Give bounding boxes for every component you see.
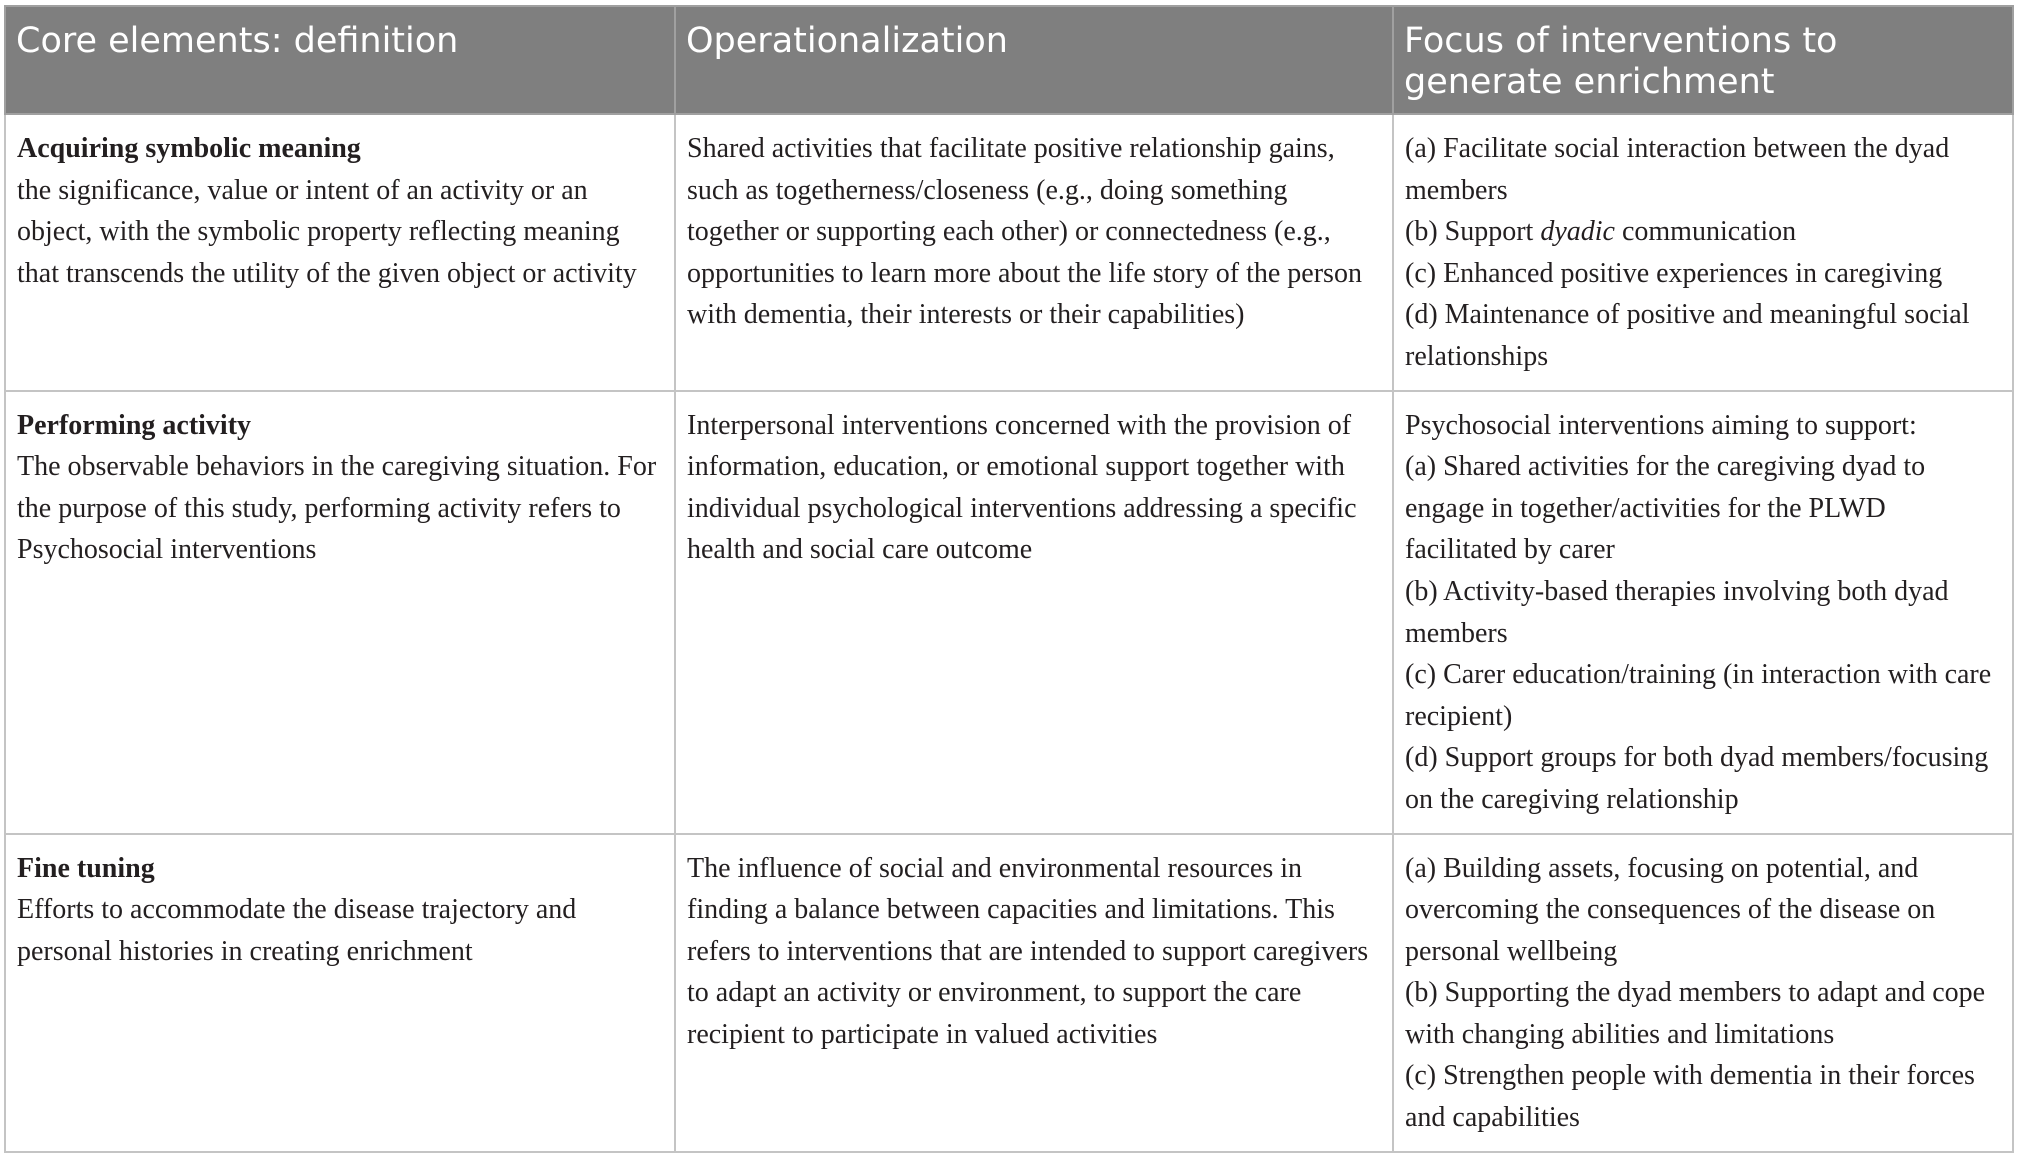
focus-item: (c) Carer education/training (in interaction with care recipient) bbox=[1405, 659, 1992, 732]
core-element-title: Acquiring symbolic meaning bbox=[17, 133, 361, 164]
table-row bbox=[5, 834, 2013, 1152]
core-element-title: Fine tuning bbox=[17, 852, 155, 884]
focus-item: (d) Maintenance of positive and meaningful social relationships bbox=[1405, 299, 1970, 372]
core-element-cell bbox=[5, 834, 675, 1152]
header-operationalization: Operationalization bbox=[675, 6, 1393, 114]
table-row bbox=[5, 391, 2013, 834]
focus-item: (a) Facilitate social interaction between the dyad members bbox=[1405, 133, 1950, 206]
core-element-definition: the significance, value or intent of an activity or an object, with the symbolic property reflecting meaning that transcends the utility of the given object or activity bbox=[17, 174, 637, 289]
core-element-definition: The observable behaviors in the caregiving situation. For the purpose of this study, performing activity refers to Psychosocial interventions bbox=[17, 451, 657, 566]
core-element-cell bbox=[5, 391, 675, 834]
table-row bbox=[5, 114, 2013, 391]
focus-item-dyadic: (b) Support dyadic communication bbox=[1405, 216, 1797, 248]
dyadic-emphasis: dyadic bbox=[1540, 216, 1615, 248]
operationalization-cell: Interpersonal interventions concerned with the provision of information, education, or emotional support together with individual psychological interventions addressing a specific health and social care outcome bbox=[675, 391, 1393, 834]
focus-item: (b) Supporting the dyad members to adapt and cope with changing abilities and limitations bbox=[1405, 977, 1986, 1050]
operationalization-cell: The influence of social and environmental resources in finding a balance between capacities and limitations. This refers to interventions that are intended to support caregivers to adapt an activity or environment, to support the care recipient to participate in valued activities bbox=[675, 834, 1393, 1152]
focus-intro: Psychosocial interventions aiming to support: bbox=[1405, 409, 1917, 441]
core-element-cell bbox=[5, 114, 675, 391]
focus-item: (b) Activity-based therapies involving both dyad members bbox=[1405, 575, 1949, 649]
focus-item: (c) Enhanced positive experiences in caregiving bbox=[1405, 257, 1943, 289]
focus-cell bbox=[1393, 391, 2013, 834]
header-focus: Focus of interventions to generate enrichment bbox=[1393, 6, 2013, 114]
focus-item: (c) Strengthen people with dementia in their forces and capabilities bbox=[1405, 1060, 1975, 1134]
core-element-title: Performing activity bbox=[17, 409, 252, 441]
focus-cell bbox=[1393, 114, 2013, 391]
operationalization-cell: Shared activities that facilitate positive relationship gains, such as togetherness/closeness (e.g., doing something together or supporting each other) or connectedness (e.g., opportunities to learn more about the life story of the person with dementia, their interests or their capabilities) bbox=[675, 114, 1393, 391]
enrichment-table bbox=[4, 5, 2014, 1153]
focus-cell bbox=[1393, 834, 2013, 1152]
focus-item: (a) Shared activities for the caregiving dyad to engage in together/activities for the PLWD facilitated by carer bbox=[1405, 451, 1926, 566]
header-core-elements: Core elements: definition bbox=[5, 6, 675, 114]
header-row bbox=[5, 6, 2013, 114]
focus-item: (a) Building assets, focusing on potential, and overcoming the consequences of the disease on personal wellbeing bbox=[1405, 852, 1936, 967]
core-element-definition: Efforts to accommodate the disease trajectory and personal histories in creating enrichment bbox=[17, 894, 577, 967]
focus-item: (d) Support groups for both dyad members/focusing on the caregiving relationship bbox=[1405, 742, 1989, 815]
